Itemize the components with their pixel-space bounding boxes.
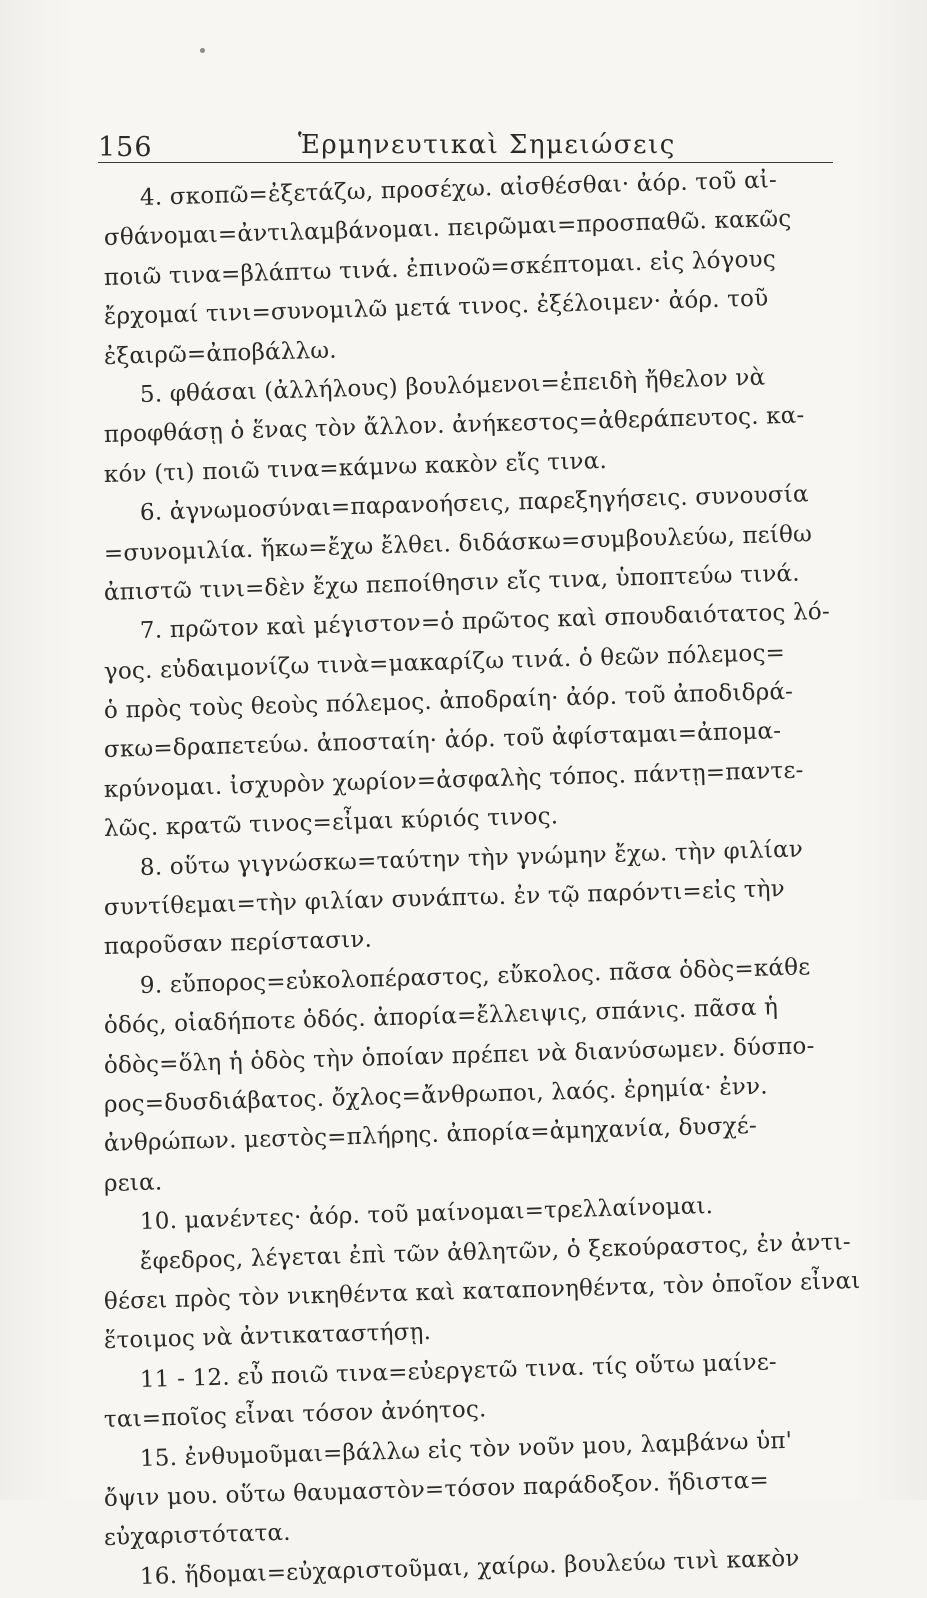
text-line: 5. φθάσαι (ἀλλήλους) βουλόμενοι=ἐπειδὴ ἤθελον νὰ [139,364,766,408]
text-line: γος. εὐδαιμονίζω τινὰ=μακαρίζω τινά. ὁ θεῶν πόλεμος= [103,639,786,685]
text-line: σθάνομαι=ἀντιλαμβάνομαι. πειρῶμαι=προσπαθῶ. κακῶς [103,206,792,252]
page-number: 156 [98,132,153,163]
text-line: 6. ἀγνωμοσύναι=παρανοήσεις, παρεξηγήσεις. συνουσία [139,481,810,527]
text-line: =συνομιλία. ἥκω=ἔχω ἔλθει. διδάσκω=συμβουλεύω, πείθω [103,520,813,567]
text-line: ἕτοιμος νὰ ἀντικαταστήσῃ. [103,1319,432,1355]
text-line: λῶς. κρατῶ τινος=εἶμαι κύριός τινος. [103,803,559,843]
text-line: ἔρχομαί τινι=συνομιλῶ μετά τινος. ἐξέλοιμεν· ἀόρ. τοῦ [103,285,769,331]
text-line: 8. οὕτω γιγνώσκω=ταύτην τὴν γνώμην ἔχω. τὴν φιλίαν [139,836,804,881]
text-line: παροῦσαν περίστασιν. [103,926,373,961]
page-header [98,122,833,163]
text-line: σκω=δραπετεύω. ἀποσταίη· ἀόρ. τοῦ ἀφίσταμαι=ἀπομα- [103,718,782,764]
text-line: ποιῶ τινα=βλάπτω τινά. ἐπινοῶ=σκέπτομαι. εἰς λόγους [103,246,777,291]
text-line: εὐχαριστότατα. [103,1520,292,1552]
text-line: 9. εὔπορος=εὐκολοπέραστος, εὔκολος. πᾶσα ὁδὸς=κάθε [139,954,811,999]
text-line: 16. ἥδομαι=εὐχαριστοῦμαι, χαίρω. βουλεύω τινὶ κακὸν [139,1545,800,1590]
text-line: συντίθεμαι=τὴν φιλίαν συνάπτω. ἐν τῷ παρόντι=εἰς τὴν [103,876,786,922]
commentary-text [103,167,861,1598]
text-line: ὄψιν μου. οὕτω θαυμαστὸν=τόσον παράδοξον. ἥδιστα= [103,1467,770,1512]
running-head: Ἑρμηνευτικαὶ Σημειώσεις [298,130,676,160]
text-line: 7. πρῶτον καὶ μέγιστον=ὁ πρῶτος καὶ σπουδαιότατος λό- [139,599,831,645]
text-line: ὁδός, οἱαδήποτε ὁδός. ἀπορία=ἔλλειψις, σπάνις. πᾶσα ἡ [103,994,779,1040]
text-line: ὁ πρὸς τοὺς θεοὺς πόλεμος. ἀποδραίη· ἀόρ. τοῦ ἀποδιδρά- [103,678,794,725]
text-line: ρος=δυσδιάβατος. ὄχλος=ἄνθρωποι, λαός. ἐρημία· ἐνν. [103,1073,769,1118]
text-line: ὁδὸς=ὅλη ἡ ὁδὸς τὴν ὁποίαν πρέπει νὰ διανύσωμεν. δύσπο- [103,1032,815,1079]
text-line: ἀνθρώπων. μεστὸς=πλήρης. ἀπορία=ἀμηχανία, δυσχέ- [103,1113,758,1158]
text-line: θέσει πρὸς τὸν νικηθέντα καὶ καταπονηθέντα, τὸν ὁποῖον εἶναι [103,1267,861,1315]
text-line: ρεια. [103,1169,163,1197]
text-line: ἔφεδρος, λέγεται ἐπὶ τῶν ἀθλητῶν, ὁ ξεκούραστος, ἐν ἀντι- [139,1228,852,1275]
text-line: ἐξαιρῶ=ἀποβάλλω. [103,337,338,370]
text-line: προφθάσῃ ὁ ἕνας τὸν ἄλλον. ἀνήκεστος=ἀθεράπευτος. κα- [103,402,805,449]
text-line: ἀπιστῶ τινι=δὲν ἔχω πεποίθησιν εἴς τινα, ὑποπτεύω τινά. [103,560,801,606]
text-line: ται=ποῖος εἶναι τόσον ἀνόητος. [103,1396,487,1434]
text-line: κόν (τι) ποιῶ τινα=κάμνω κακὸν εἴς τινα. [103,447,608,488]
ink-speck [200,48,205,53]
text-line: κρύνομαι. ἰσχυρὸν χωρίον=ἀσφαλὴς τόπος. πάντῃ=παντε- [103,757,804,803]
text-line: 10. μανέντες· ἀόρ. τοῦ μαίνομαι=τρελλαίνομαι. [139,1193,714,1236]
text-line: 15. ἐνθυμοῦμαι=βάλλω εἰς τὸν νοῦν μου, λαμβάνω ὑπ' [139,1427,793,1472]
text-line: 4. σκοπῶ=ἐξετάζω, προσέχω. αἰσθέσθαι· ἀόρ. τοῦ αἰ- [139,167,778,211]
text-line: 11 - 12. εὖ ποιῶ τινα=εὐεργετῶ τινα. τίς οὕτω μαίνε- [139,1348,778,1393]
